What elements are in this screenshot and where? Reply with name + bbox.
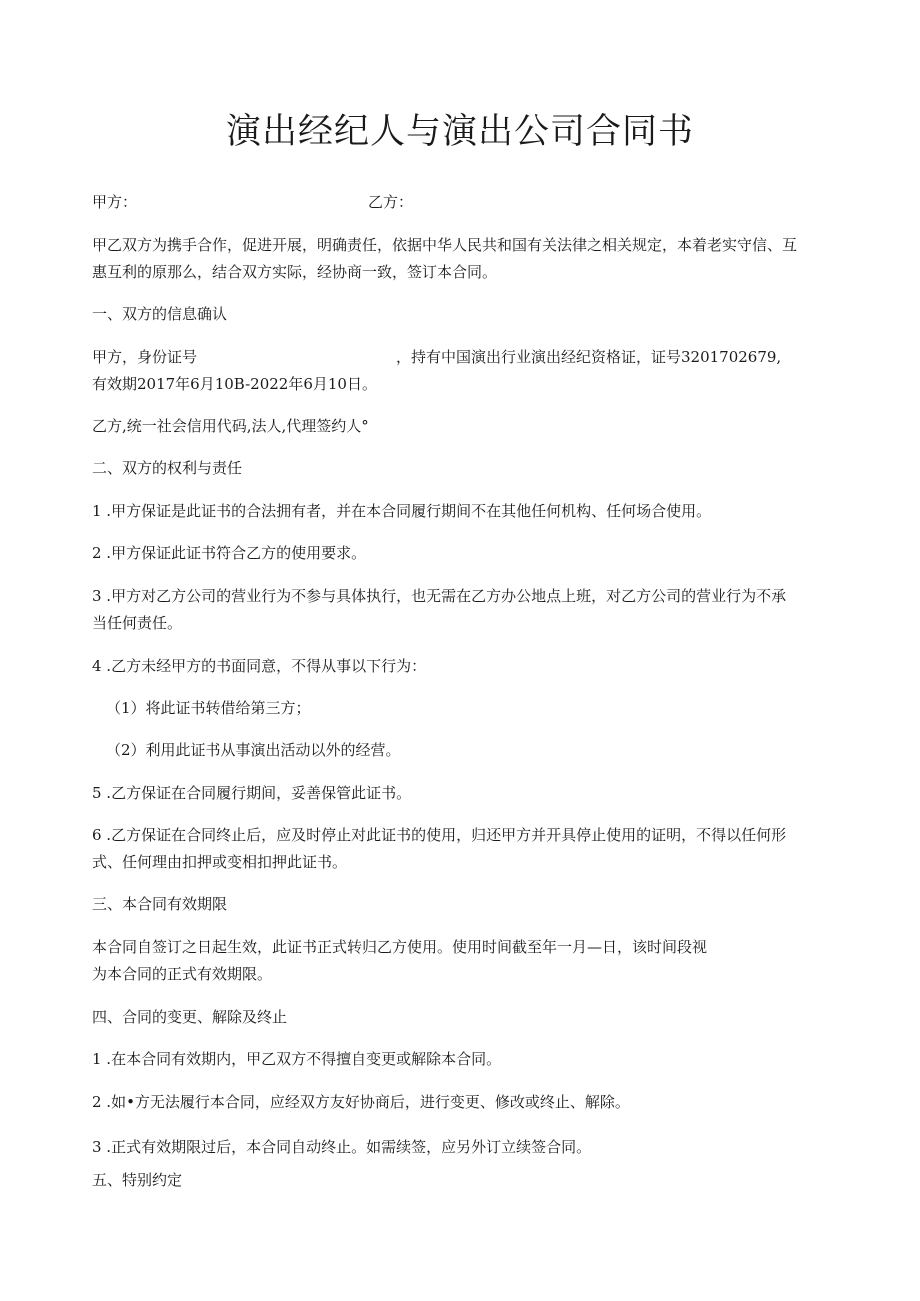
party-b-label: 乙方：	[368, 193, 414, 211]
party-a-validity: 有效期2017年6月10B-2022年6月10日。	[92, 375, 377, 393]
clause-2-1: 1 .甲方保证是此证书的合法拥有者，并在本合同履行期间不在其他任何机构、任何场合使用。	[92, 502, 712, 520]
section-2-heading: 二、双方的权利与责任	[92, 459, 243, 477]
party-b-info: 乙方,统一社会信用代码,法人,代理签约人°	[92, 417, 369, 435]
party-a-id-label: 甲方，身份证号	[92, 348, 198, 366]
clause-4-1: 1 .在本合同有效期内，甲乙双方不得擅自变更或解除本合同。	[92, 1050, 502, 1068]
clause-2-4-sub-1: （1）将此证书转借给第三方；	[106, 699, 311, 717]
intro-line-2: 惠互利的原那么，结合双方实际，经协商一致，签订本合同。	[92, 263, 498, 281]
party-a-certificate: ，持有中国演出行业演出经纪资格证，证号3201702679,	[396, 348, 782, 366]
clause-2-4-sub-2: （2）利用此证书从事演出活动以外的经营。	[106, 741, 401, 759]
clause-2-4: 4 .乙方未经甲方的书面同意，不得从事以下行为：	[92, 657, 427, 675]
clause-2-2: 2 .甲方保证此证书符合乙方的使用要求。	[92, 544, 367, 562]
clause-4-3: 3 .正式有效期限过后，本合同自动终止。如需续签，应另外订立续签合同。	[92, 1138, 592, 1156]
document-title: 演出经纪人与演出公司合同书	[225, 112, 694, 152]
clause-2-3-line-2: 当任何责任。	[92, 614, 183, 632]
clause-2-6-line-1: 6 .乙方保证在合同终止后，应及时停止对此证书的使用，归还甲方并开具停止使用的证明，不得以任何形	[92, 826, 787, 844]
section-3-line-2: 为本合同的正式有效期限。	[92, 965, 273, 983]
clause-2-6-line-2: 式、任何理由扣押或变相扣押此证书。	[92, 853, 348, 871]
section-3-line-1: 本合同自签订之日起生效，此证书正式转归乙方使用。使用时间截至年一月—日，该时间段视	[92, 938, 708, 956]
clause-4-2: 2 .如•方无法履行本合同，应经双方友好协商后，进行变更、修改或终止、解除。	[92, 1093, 630, 1111]
clause-2-3-line-1: 3 .甲方对乙方公司的营业行为不参与具体执行，也无需在乙方办公地点上班，对乙方公司的营业行为不承	[92, 587, 787, 605]
section-5-heading: 五、特别约定	[92, 1171, 183, 1189]
section-4-heading: 四、合同的变更、解除及终止	[92, 1008, 288, 1026]
clause-2-5: 5 .乙方保证在合同履行期间，妥善保管此证书。	[92, 784, 412, 802]
party-a-label: 甲方：	[92, 193, 138, 211]
section-3-heading: 三、本合同有效期限	[92, 895, 228, 913]
section-1-heading: 一、双方的信息确认	[92, 305, 228, 323]
intro-line-1: 甲乙双方为携手合作，促进开展，明确责任，依据中华人民共和国有关法律之相关规定，本着老实守信、互	[92, 236, 798, 254]
